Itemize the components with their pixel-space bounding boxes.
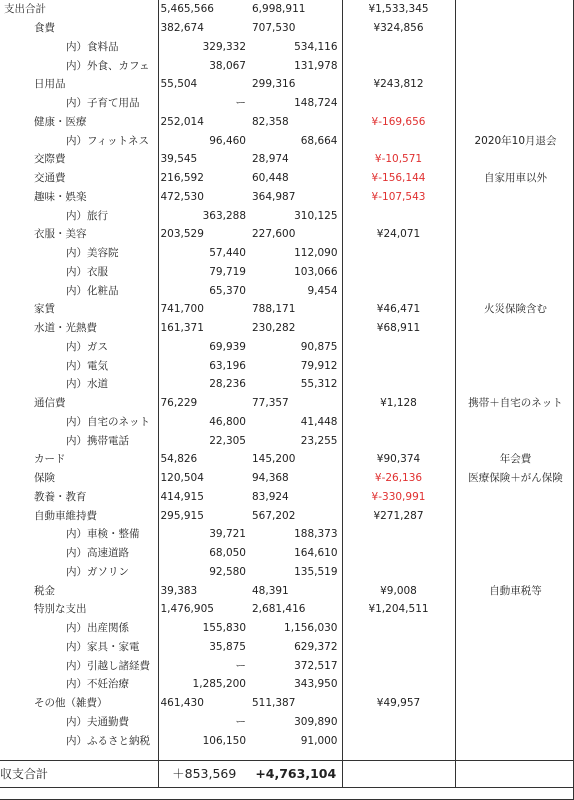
row-label: 内）高速道路 <box>66 547 129 560</box>
sub-row <box>0 525 574 544</box>
value-curr: 28,974 <box>250 150 342 169</box>
row-label-cell <box>0 731 158 750</box>
row-label: 食費 <box>34 22 55 35</box>
row-note <box>455 544 574 563</box>
value-curr: 23,255 <box>250 431 342 450</box>
value-curr: 707,530 <box>250 19 342 38</box>
value-diff <box>342 656 455 675</box>
spacer-cell <box>0 750 158 761</box>
spacer-cell <box>342 750 455 761</box>
total-label: 収支合計 <box>0 761 158 788</box>
value-curr: 77,357 <box>250 394 342 413</box>
value-curr: 534,116 <box>250 38 342 57</box>
row-note <box>455 263 574 282</box>
value-prev: 216,592 <box>160 172 204 185</box>
value-prev: 39,383 <box>160 584 198 597</box>
row-label: 内）外食、カフェ <box>66 59 150 72</box>
row-note <box>455 375 574 394</box>
value-diff: ¥-156,144 <box>342 169 455 188</box>
value-prev: 38,067 <box>209 59 246 72</box>
row-label-cell <box>0 619 158 638</box>
row-label: 内）美容院 <box>66 247 119 260</box>
value-curr: 90,875 <box>250 338 342 357</box>
row-note <box>455 675 574 694</box>
row-label: 内）自宅のネット <box>66 415 150 428</box>
value-diff: ¥-169,656 <box>342 113 455 132</box>
value-prev: 22,305 <box>209 434 246 447</box>
sub-row <box>0 544 574 563</box>
row-label-cell <box>0 675 158 694</box>
value-diff <box>342 413 455 432</box>
category-row <box>0 694 574 713</box>
value-curr: 6,998,911 <box>250 0 342 19</box>
spacer-cell <box>250 750 342 761</box>
value-curr: 9,454 <box>250 281 342 300</box>
sub-row <box>0 356 574 375</box>
value-diff <box>342 525 455 544</box>
category-row <box>0 600 574 619</box>
row-label: 教養・教育 <box>34 490 87 503</box>
category-row <box>0 300 574 319</box>
value-curr: 145,200 <box>250 450 342 469</box>
row-note <box>455 731 574 750</box>
row-label-cell <box>0 338 158 357</box>
row-label: 内）水道 <box>66 378 108 391</box>
value-diff <box>342 431 455 450</box>
value-curr: 788,171 <box>250 300 342 319</box>
sub-row <box>0 206 574 225</box>
value-diff <box>342 206 455 225</box>
row-label-cell <box>0 56 158 75</box>
spacer-cell <box>455 750 574 761</box>
row-note: 自家用車以外 <box>484 172 547 185</box>
value-prev: 28,236 <box>209 378 246 391</box>
row-label: 通信費 <box>34 397 66 410</box>
sub-row <box>0 563 574 582</box>
value-diff <box>342 131 455 150</box>
row-label: 交通費 <box>34 172 66 185</box>
row-label: 家賃 <box>34 303 55 316</box>
value-prev: 414,915 <box>160 490 204 503</box>
row-label: 内）出産関係 <box>66 622 129 635</box>
value-curr: 41,448 <box>250 413 342 432</box>
value-prev: 96,460 <box>209 134 246 147</box>
value-prev: 76,229 <box>160 397 198 410</box>
value-diff: ¥1,204,511 <box>342 600 455 619</box>
row-label: 内）旅行 <box>66 209 108 222</box>
value-curr: 60,448 <box>250 169 342 188</box>
category-row <box>0 319 574 338</box>
value-prev: 46,800 <box>209 415 246 428</box>
value-curr: 343,950 <box>250 675 342 694</box>
total-note <box>455 761 574 788</box>
value-prev: ー <box>235 97 246 110</box>
value-prev: 63,196 <box>209 359 246 372</box>
value-prev: 79,719 <box>209 265 246 278</box>
sub-row <box>0 375 574 394</box>
value-diff <box>342 544 455 563</box>
category-row <box>0 506 574 525</box>
row-note: 携帯＋自宅のネット <box>468 397 563 410</box>
row-label: 内）夫通勤費 <box>66 715 129 728</box>
value-curr: 48,391 <box>250 581 342 600</box>
value-prev: 1,285,200 <box>192 678 246 691</box>
value-curr: 55,312 <box>250 375 342 394</box>
row-label-cell <box>0 713 158 732</box>
value-diff <box>342 94 455 113</box>
row-label: 内）車検・整備 <box>66 528 140 541</box>
row-label-cell <box>0 300 158 319</box>
row-label-cell <box>0 94 158 113</box>
value-curr: 68,664 <box>250 131 342 150</box>
row-note <box>455 563 574 582</box>
row-label: 支出合計 <box>4 3 46 16</box>
row-note <box>455 113 574 132</box>
row-note <box>455 19 574 38</box>
value-prev: 461,430 <box>160 697 204 710</box>
row-note <box>455 150 574 169</box>
sub-row <box>0 431 574 450</box>
value-diff: ¥68,911 <box>342 319 455 338</box>
total-curr: +4,763,104 <box>250 761 342 788</box>
row-note <box>455 413 574 432</box>
row-label-cell <box>0 188 158 207</box>
row-label-cell <box>0 431 158 450</box>
row-note: 自動車税等 <box>489 584 542 597</box>
total-prev: ＋853,569 <box>158 761 250 788</box>
value-prev: 1,476,905 <box>160 603 214 616</box>
value-prev: 69,939 <box>209 340 246 353</box>
row-note <box>455 488 574 507</box>
category-row <box>0 113 574 132</box>
value-curr: 164,610 <box>250 544 342 563</box>
row-label-cell <box>0 319 158 338</box>
category-row <box>0 581 574 600</box>
value-prev: 54,826 <box>160 453 198 466</box>
row-note <box>455 38 574 57</box>
value-curr: 135,519 <box>250 563 342 582</box>
row-label-cell <box>0 38 158 57</box>
row-label: 内）子育て用品 <box>66 97 140 110</box>
value-curr: 148,724 <box>250 94 342 113</box>
sub-row <box>0 281 574 300</box>
row-label: 自動車維持費 <box>34 509 97 522</box>
sub-row <box>0 413 574 432</box>
value-curr: 364,987 <box>250 188 342 207</box>
value-prev: 35,875 <box>209 640 246 653</box>
row-label-cell <box>0 225 158 244</box>
row-label: 内）引越し諸経費 <box>66 659 150 672</box>
row-label-cell <box>0 656 158 675</box>
value-diff <box>342 638 455 657</box>
value-curr: 567,202 <box>250 506 342 525</box>
value-prev: 472,530 <box>160 190 204 203</box>
value-diff: ¥46,471 <box>342 300 455 319</box>
row-note <box>455 713 574 732</box>
value-diff: ¥1,128 <box>342 394 455 413</box>
sub-row <box>0 619 574 638</box>
sub-row <box>0 38 574 57</box>
row-label: 日用品 <box>34 78 66 91</box>
row-label-cell <box>0 581 158 600</box>
row-note <box>455 431 574 450</box>
row-label: 水道・光熱費 <box>34 322 97 335</box>
row-label: 内）電気 <box>66 359 108 372</box>
row-note <box>455 244 574 263</box>
sub-row <box>0 244 574 263</box>
value-prev: 382,674 <box>160 22 204 35</box>
row-label: 内）化粧品 <box>66 284 119 297</box>
sub-row <box>0 94 574 113</box>
value-curr: 629,372 <box>250 638 342 657</box>
sub-row <box>0 131 574 150</box>
value-diff: ¥90,374 <box>342 450 455 469</box>
sub-row <box>0 731 574 750</box>
row-label: 内）食料品 <box>66 40 119 53</box>
value-prev: 106,150 <box>202 734 246 747</box>
row-note <box>455 225 574 244</box>
category-row <box>0 188 574 207</box>
row-label-cell <box>0 506 158 525</box>
sub-row <box>0 638 574 657</box>
category-row <box>0 75 574 94</box>
value-prev: 295,915 <box>160 509 204 522</box>
value-prev: 57,440 <box>209 247 246 260</box>
category-row <box>0 450 574 469</box>
category-row <box>0 150 574 169</box>
row-note: 医療保険＋がん保険 <box>468 472 563 485</box>
row-label-cell <box>0 356 158 375</box>
value-diff <box>342 244 455 263</box>
row-label: 内）ガソリン <box>66 565 129 578</box>
row-note <box>455 600 574 619</box>
row-label: 特別な支出 <box>34 603 87 616</box>
row-label-cell <box>0 0 158 19</box>
row-label-cell <box>0 75 158 94</box>
value-curr: 131,978 <box>250 56 342 75</box>
value-curr: 2,681,416 <box>250 600 342 619</box>
row-label: 内）家具・家電 <box>66 640 140 653</box>
row-label: 内）ガス <box>66 340 108 353</box>
spacer-cell <box>158 750 250 761</box>
row-note <box>455 188 574 207</box>
category-row <box>0 19 574 38</box>
value-prev: 363,288 <box>202 209 246 222</box>
row-note <box>455 619 574 638</box>
category-row <box>0 0 574 19</box>
row-note: 火災保険含む <box>484 303 547 316</box>
row-label-cell <box>0 169 158 188</box>
value-diff <box>342 281 455 300</box>
value-curr: 230,282 <box>250 319 342 338</box>
row-label: 内）衣服 <box>66 265 108 278</box>
row-label-cell <box>0 206 158 225</box>
row-label-cell <box>0 19 158 38</box>
row-label: 内）携帯電話 <box>66 434 129 447</box>
category-row <box>0 469 574 488</box>
row-note <box>455 319 574 338</box>
row-label: 健康・医療 <box>34 115 87 128</box>
row-label: 内）フィットネス <box>66 134 150 147</box>
value-curr: 227,600 <box>250 225 342 244</box>
row-label-cell <box>0 413 158 432</box>
row-label-cell <box>0 150 158 169</box>
value-diff <box>342 356 455 375</box>
value-diff <box>342 338 455 357</box>
value-curr: 83,924 <box>250 488 342 507</box>
sub-row <box>0 56 574 75</box>
row-label-cell <box>0 113 158 132</box>
row-label-cell <box>0 469 158 488</box>
row-label: 交際費 <box>34 153 66 166</box>
row-label-cell <box>0 450 158 469</box>
value-diff: ¥-10,571 <box>342 150 455 169</box>
row-label-cell <box>0 694 158 713</box>
value-curr: 299,316 <box>250 75 342 94</box>
value-prev: 329,332 <box>202 40 246 53</box>
value-curr: 112,090 <box>250 244 342 263</box>
value-prev: 55,504 <box>160 78 198 91</box>
value-diff: ¥243,812 <box>342 75 455 94</box>
row-note <box>455 356 574 375</box>
sub-row <box>0 675 574 694</box>
row-label-cell <box>0 263 158 282</box>
value-prev: 39,545 <box>160 153 198 166</box>
category-row <box>0 225 574 244</box>
row-label: 内）不妊治療 <box>66 678 129 691</box>
row-note <box>455 75 574 94</box>
value-curr: 91,000 <box>250 731 342 750</box>
row-label-cell <box>0 525 158 544</box>
row-note <box>455 0 574 19</box>
value-diff <box>342 619 455 638</box>
total-row <box>0 761 574 788</box>
value-prev: 252,014 <box>160 115 204 128</box>
value-diff: ¥9,008 <box>342 581 455 600</box>
row-note <box>455 338 574 357</box>
value-diff: ¥324,856 <box>342 19 455 38</box>
row-label: 保険 <box>34 472 55 485</box>
value-diff: ¥-330,991 <box>342 488 455 507</box>
value-diff <box>342 675 455 694</box>
row-note <box>455 638 574 657</box>
value-prev: 203,529 <box>160 228 204 241</box>
value-diff <box>342 263 455 282</box>
row-label-cell <box>0 375 158 394</box>
value-diff <box>342 713 455 732</box>
row-label-cell <box>0 131 158 150</box>
row-label: 趣味・娯楽 <box>34 190 87 203</box>
value-curr: 1,156,030 <box>250 619 342 638</box>
value-diff: ¥1,533,345 <box>342 0 455 19</box>
row-label: 内）ふるさと納税 <box>66 734 150 747</box>
value-curr: 94,368 <box>250 469 342 488</box>
row-note <box>455 656 574 675</box>
value-curr: 188,373 <box>250 525 342 544</box>
row-note: 年会費 <box>499 453 532 466</box>
category-row <box>0 169 574 188</box>
sub-row <box>0 713 574 732</box>
row-label: 税金 <box>34 584 55 597</box>
value-prev: 92,580 <box>209 565 246 578</box>
value-diff <box>342 56 455 75</box>
value-diff <box>342 731 455 750</box>
row-label-cell <box>0 563 158 582</box>
row-note <box>455 281 574 300</box>
value-curr: 103,066 <box>250 263 342 282</box>
row-label-cell <box>0 488 158 507</box>
value-curr: 82,358 <box>250 113 342 132</box>
row-note <box>455 56 574 75</box>
row-note <box>455 525 574 544</box>
sub-row <box>0 338 574 357</box>
category-row <box>0 488 574 507</box>
sub-row <box>0 263 574 282</box>
row-label: カード <box>34 453 66 466</box>
value-prev: 120,504 <box>160 472 204 485</box>
value-curr: 310,125 <box>250 206 342 225</box>
row-note <box>455 694 574 713</box>
row-label-cell <box>0 394 158 413</box>
row-label: その他（雑費） <box>34 697 108 710</box>
value-prev: 39,721 <box>209 528 246 541</box>
spacer-row <box>0 750 574 761</box>
sub-row <box>0 656 574 675</box>
value-diff: ¥24,071 <box>342 225 455 244</box>
value-prev: 68,050 <box>209 547 246 560</box>
category-row <box>0 394 574 413</box>
value-prev: ー <box>235 659 246 672</box>
row-label-cell <box>0 544 158 563</box>
row-note <box>455 206 574 225</box>
row-note <box>455 94 574 113</box>
value-prev: 741,700 <box>160 303 204 316</box>
value-prev: 155,830 <box>202 622 246 635</box>
value-diff: ¥49,957 <box>342 694 455 713</box>
row-label-cell <box>0 281 158 300</box>
value-diff: ¥-107,543 <box>342 188 455 207</box>
row-label-cell <box>0 600 158 619</box>
value-curr: 372,517 <box>250 656 342 675</box>
row-note <box>455 506 574 525</box>
value-curr: 511,387 <box>250 694 342 713</box>
value-curr: 309,890 <box>250 713 342 732</box>
value-diff: ¥-26,136 <box>342 469 455 488</box>
total-diff <box>342 761 455 788</box>
row-label-cell <box>0 638 158 657</box>
value-diff: ¥271,287 <box>342 506 455 525</box>
value-curr: 79,912 <box>250 356 342 375</box>
value-diff <box>342 375 455 394</box>
value-prev: ー <box>235 715 246 728</box>
value-prev: 5,465,566 <box>160 3 214 16</box>
value-prev: 65,370 <box>209 284 246 297</box>
row-note: 2020年10月退会 <box>474 134 557 147</box>
value-diff <box>342 563 455 582</box>
row-label-cell <box>0 244 158 263</box>
row-label: 衣服・美容 <box>34 228 87 241</box>
value-prev: 161,371 <box>160 322 204 335</box>
value-diff <box>342 38 455 57</box>
